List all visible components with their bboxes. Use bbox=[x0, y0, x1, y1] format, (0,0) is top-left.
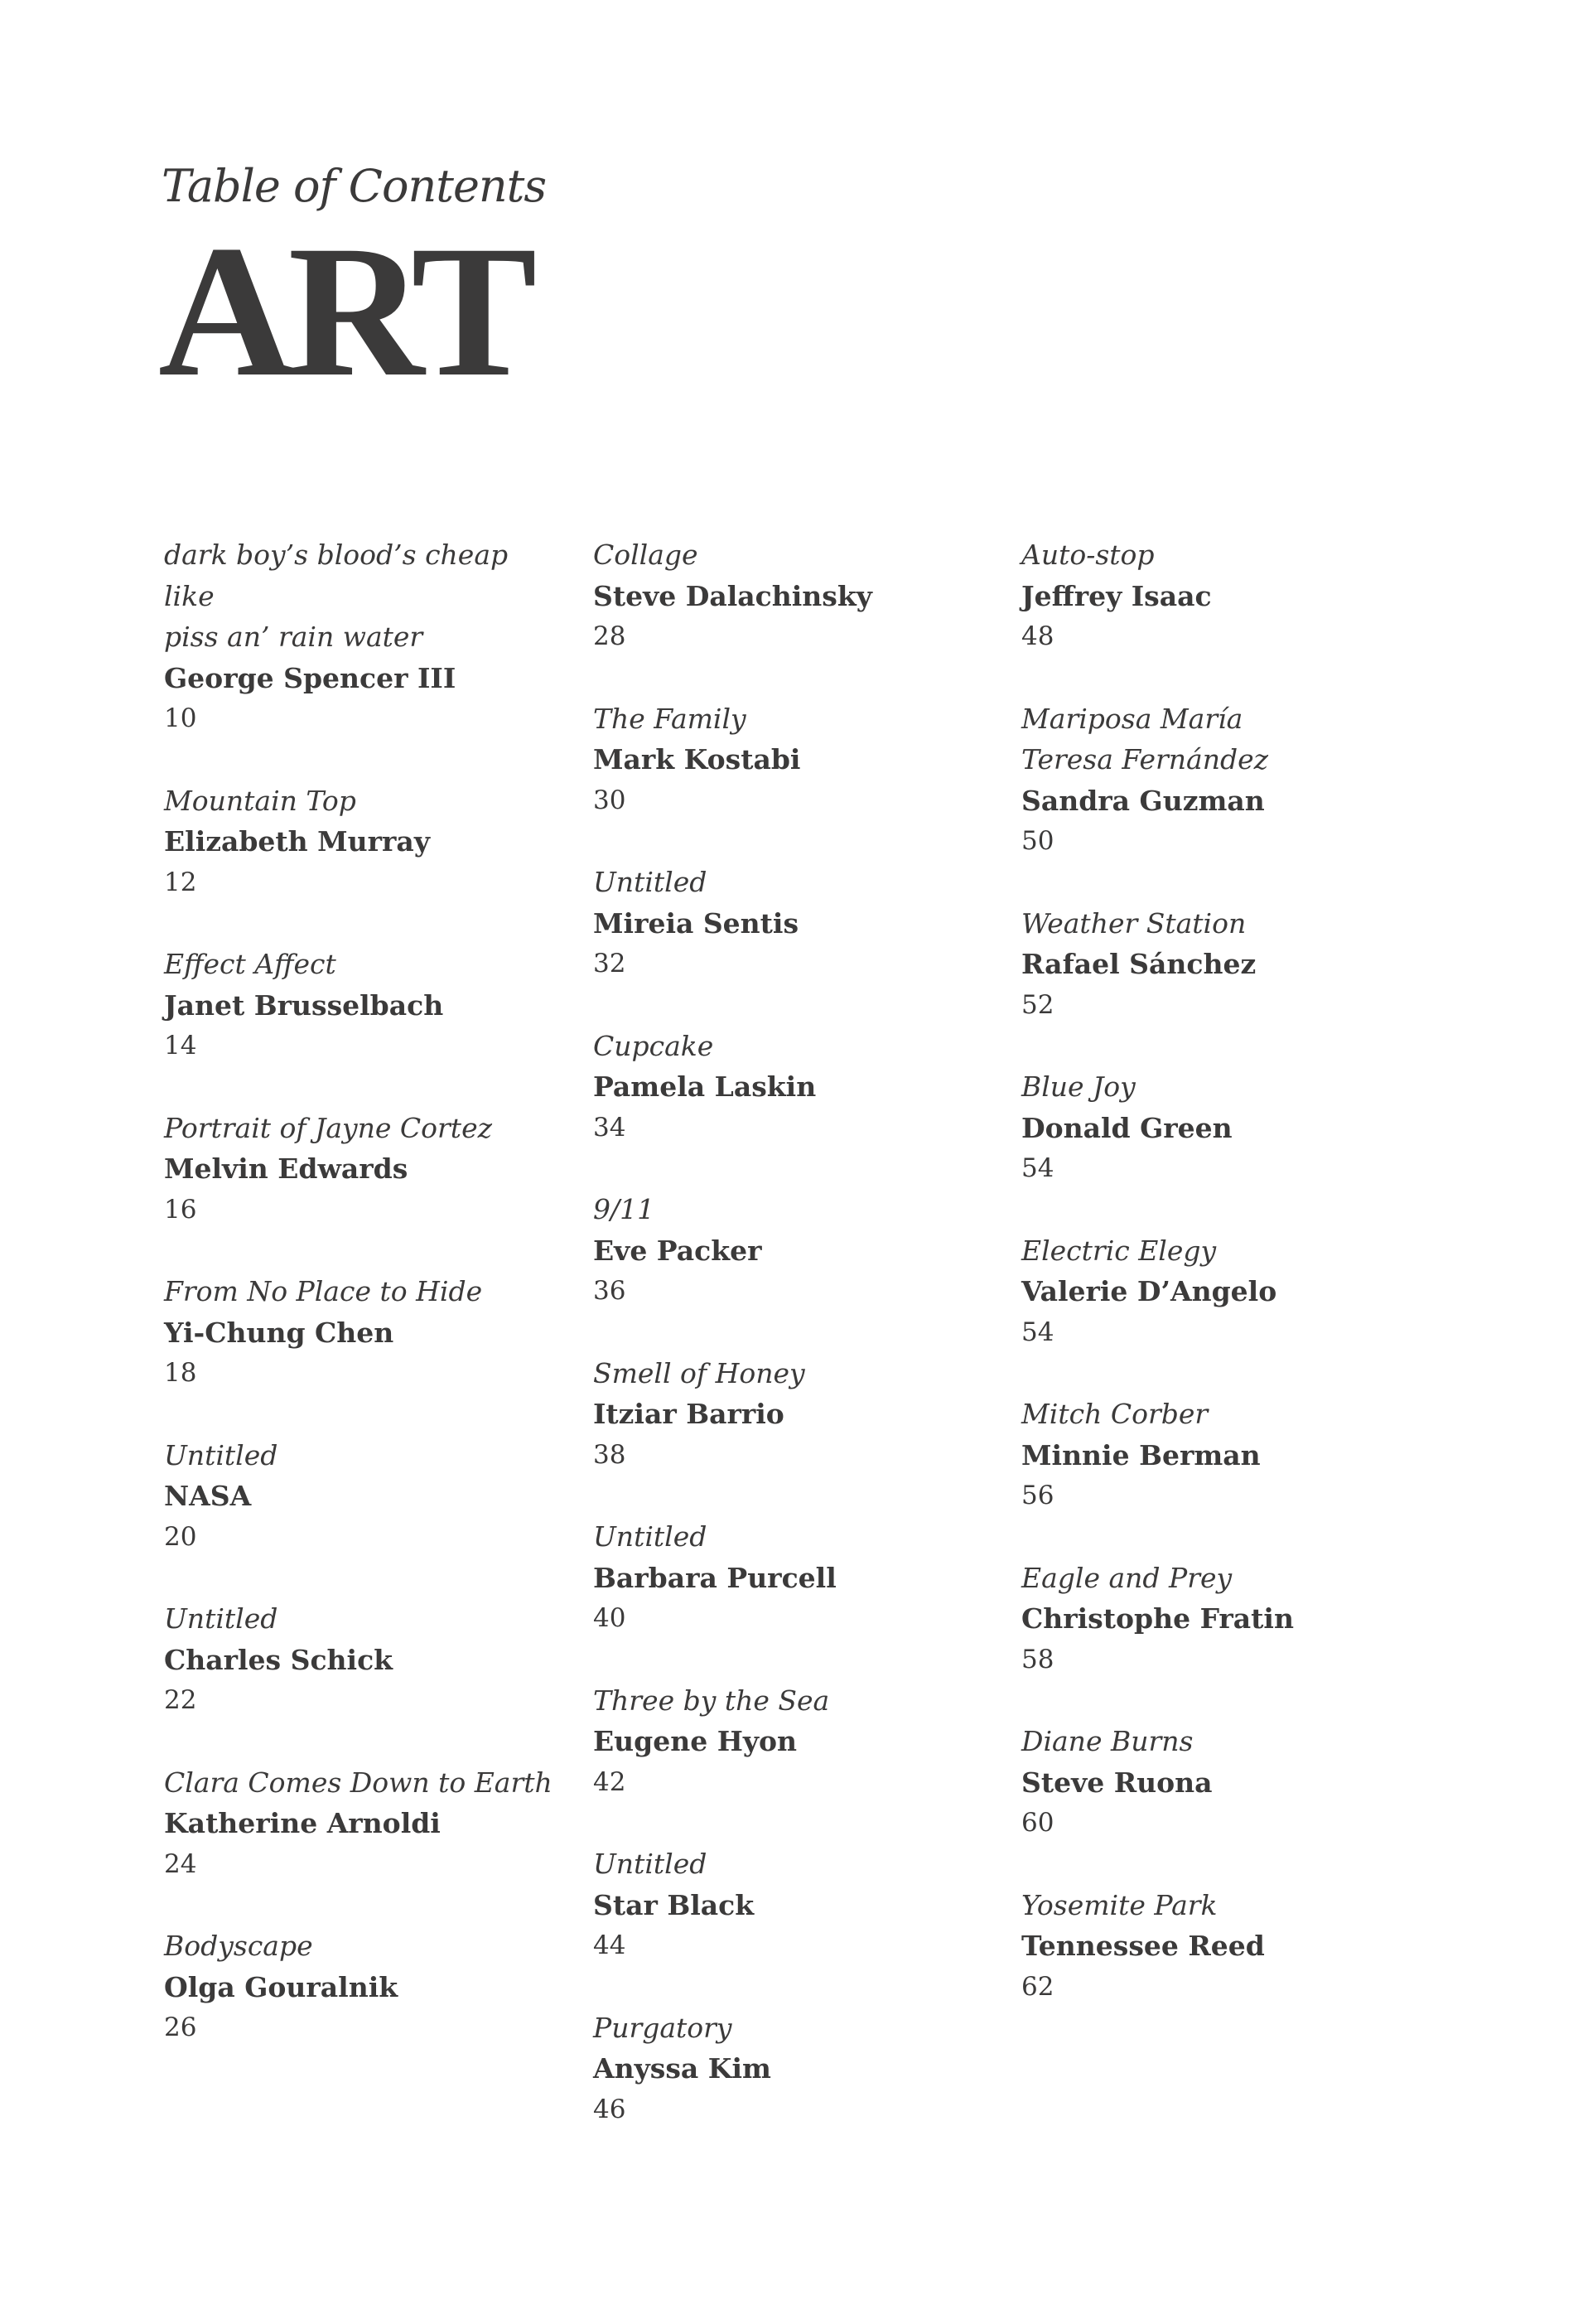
entry-page-number: 40 bbox=[593, 1603, 626, 1633]
toc-entry bbox=[164, 1108, 562, 1231]
entry-author: Donald Green bbox=[1021, 1111, 1233, 1144]
toc-entry bbox=[593, 698, 991, 822]
toc-entry bbox=[593, 1353, 991, 1476]
entry-title: Three by the Sea bbox=[593, 1684, 830, 1717]
entry-title: Mountain Top bbox=[164, 784, 356, 817]
entry-title: dark boy’s blood’s cheap like piss an’ rain water bbox=[164, 539, 509, 653]
entry-title: Effect Affect bbox=[164, 948, 336, 980]
contents-column-2 bbox=[593, 534, 991, 2171]
entry-title: Untitled bbox=[164, 1438, 278, 1471]
entry-author: Steve Ruona bbox=[1021, 1766, 1213, 1799]
entry-author: Eve Packer bbox=[593, 1234, 762, 1267]
toc-entry bbox=[164, 1598, 562, 1722]
entry-author: Janet Brusselbach bbox=[164, 988, 444, 1022]
entry-author: Yi-Chung Chen bbox=[164, 1316, 394, 1349]
entry-title: Mariposa María Teresa Fernández bbox=[1021, 702, 1268, 775]
entry-page-number: 14 bbox=[164, 1031, 197, 1061]
entry-author: Steve Dalachinsky bbox=[593, 579, 872, 612]
entry-page-number: 20 bbox=[164, 1521, 197, 1552]
toc-entry bbox=[1021, 534, 1419, 658]
entry-title: Weather Station bbox=[1021, 906, 1247, 940]
entry-author: Sandra Guzman bbox=[1021, 784, 1265, 817]
entry-title: Collage bbox=[593, 539, 698, 571]
page-title: ART bbox=[158, 207, 531, 416]
entry-title: Auto-stop bbox=[1021, 539, 1155, 571]
entry-author: Itziar Barrio bbox=[593, 1398, 784, 1430]
entry-author: Katherine Arnoldi bbox=[164, 1807, 441, 1839]
entry-author: Pamela Laskin bbox=[593, 1070, 817, 1103]
entry-page-number: 50 bbox=[1021, 826, 1054, 856]
entry-title: Blue Joy bbox=[1021, 1070, 1136, 1103]
entry-page-number: 42 bbox=[593, 1766, 626, 1797]
entry-author: Christophe Fratin bbox=[1021, 1602, 1294, 1635]
entry-page-number: 54 bbox=[1021, 1317, 1054, 1347]
toc-entry bbox=[593, 1516, 991, 1640]
toc-entry bbox=[593, 1680, 991, 1804]
entry-author: Eugene Hyon bbox=[593, 1725, 798, 1757]
entry-page-number: 62 bbox=[1021, 1971, 1054, 2002]
entry-author: Star Black bbox=[593, 1888, 755, 1921]
entry-author: Charles Schick bbox=[164, 1643, 393, 1676]
entry-title: Portrait of Jayne Cortez bbox=[164, 1111, 492, 1144]
entry-author: Mireia Sentis bbox=[593, 906, 799, 940]
toc-entry bbox=[164, 944, 562, 1067]
toc-entry bbox=[1021, 1230, 1419, 1354]
toc-entry bbox=[593, 534, 991, 658]
toc-entry bbox=[1021, 1885, 1419, 2008]
contents-column-1 bbox=[164, 534, 562, 2090]
page-header bbox=[158, 160, 547, 416]
entry-page-number: 38 bbox=[593, 1439, 626, 1470]
entry-title: Diane Burns bbox=[1021, 1725, 1194, 1757]
entry-author: George Spencer III bbox=[164, 661, 456, 694]
entry-page-number: 58 bbox=[1021, 1644, 1054, 1674]
entry-author: Olga Gouralnik bbox=[164, 1970, 398, 2003]
entry-author: Tennessee Reed bbox=[1021, 1930, 1265, 1962]
entry-page-number: 60 bbox=[1021, 1808, 1054, 1838]
toc-entry bbox=[593, 862, 991, 985]
entry-page-number: 44 bbox=[593, 1930, 626, 1960]
entry-title: Smell of Honey bbox=[593, 1356, 805, 1389]
entry-title: Purgatory bbox=[593, 2011, 732, 2044]
toc-entry bbox=[593, 1843, 991, 1967]
entry-page-number: 28 bbox=[593, 621, 626, 651]
entry-author: Valerie D’Angelo bbox=[1021, 1275, 1277, 1307]
entry-author: Barbara Purcell bbox=[593, 1561, 837, 1594]
entry-author: Elizabeth Murray bbox=[164, 825, 430, 858]
entry-author: Melvin Edwards bbox=[164, 1152, 408, 1185]
toc-entry bbox=[1021, 1721, 1419, 1844]
entry-page-number: 26 bbox=[164, 2012, 197, 2042]
entry-title: Mitch Corber bbox=[1021, 1398, 1209, 1430]
toc-entry bbox=[593, 2008, 991, 2131]
entry-page-number: 56 bbox=[1021, 1481, 1054, 1510]
entry-page-number: 36 bbox=[593, 1276, 626, 1306]
entry-title: Yosemite Park bbox=[1021, 1888, 1218, 1921]
entry-page-number: 12 bbox=[164, 867, 197, 897]
entry-page-number: 30 bbox=[593, 785, 626, 815]
toc-entry bbox=[164, 1435, 562, 1558]
page-subtitle: Table of Contents bbox=[162, 160, 547, 212]
toc-entry bbox=[164, 1271, 562, 1394]
entry-title: Untitled bbox=[164, 1602, 278, 1635]
entry-page-number: 54 bbox=[1021, 1153, 1054, 1183]
entry-page-number: 32 bbox=[593, 949, 626, 978]
entry-title: Bodyscape bbox=[164, 1930, 313, 1962]
toc-entry bbox=[1021, 1558, 1419, 1681]
toc-entry bbox=[164, 1762, 562, 1886]
entry-title: Cupcake bbox=[593, 1029, 714, 1062]
entry-title: Eagle and Prey bbox=[1021, 1561, 1233, 1594]
toc-entry bbox=[593, 1026, 991, 1149]
entry-page-number: 10 bbox=[164, 703, 197, 733]
entry-title: Untitled bbox=[593, 866, 707, 898]
entry-title: The Family bbox=[593, 702, 746, 735]
toc-entry bbox=[593, 1189, 991, 1312]
entry-page-number: 46 bbox=[593, 2094, 626, 2124]
entry-author: Minnie Berman bbox=[1021, 1438, 1261, 1471]
entry-page-number: 22 bbox=[164, 1685, 197, 1715]
toc-entry bbox=[1021, 1394, 1419, 1517]
toc-entry bbox=[1021, 698, 1419, 862]
entry-page-number: 34 bbox=[593, 1112, 626, 1143]
entry-title: Untitled bbox=[593, 1520, 707, 1553]
entry-page-number: 18 bbox=[164, 1358, 197, 1388]
entry-title: Clara Comes Down to Earth bbox=[164, 1766, 553, 1799]
entry-author: Mark Kostabi bbox=[593, 743, 801, 775]
toc-entry bbox=[1021, 1066, 1419, 1190]
toc-entry bbox=[164, 534, 562, 740]
toc-entry bbox=[164, 780, 562, 904]
contents-column-3 bbox=[1021, 534, 1419, 2048]
entry-author: Jeffrey Isaac bbox=[1021, 579, 1212, 612]
entry-page-number: 24 bbox=[164, 1848, 197, 1879]
entry-page-number: 16 bbox=[164, 1194, 197, 1225]
entry-title: 9/11 bbox=[593, 1193, 655, 1225]
entry-title: Untitled bbox=[593, 1848, 707, 1880]
entry-page-number: 48 bbox=[1021, 621, 1054, 651]
entry-author: NASA bbox=[164, 1480, 252, 1512]
entry-title: From No Place to Hide bbox=[164, 1275, 483, 1307]
entry-author: Anyssa Kim bbox=[593, 2052, 771, 2085]
entry-title: Electric Elegy bbox=[1021, 1234, 1217, 1267]
entry-page-number: 52 bbox=[1021, 989, 1054, 1020]
toc-entry bbox=[1021, 903, 1419, 1027]
entry-author: Rafael Sánchez bbox=[1021, 948, 1257, 980]
toc-entry bbox=[164, 1925, 562, 2049]
